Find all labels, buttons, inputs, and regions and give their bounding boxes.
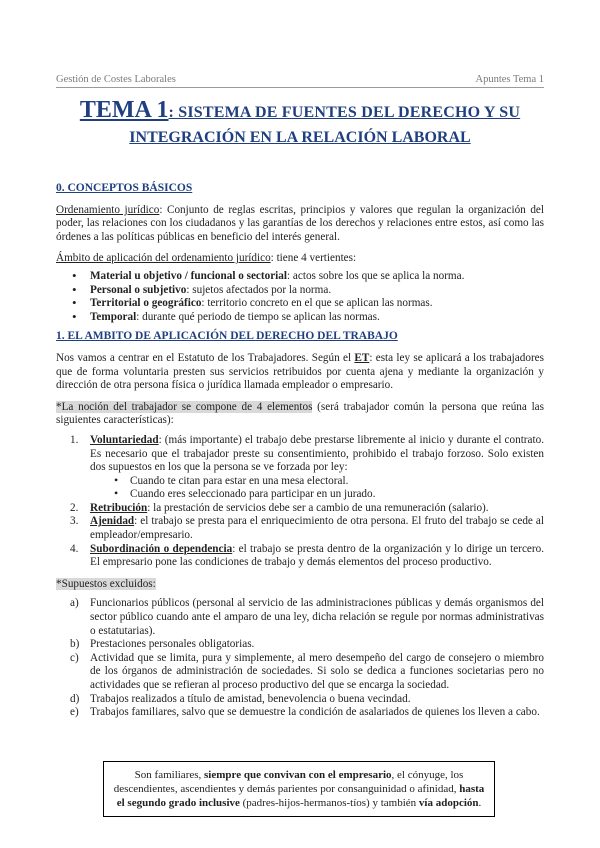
list-item: 4. Subordinación o dependencia: el trabajo se presta dentro de la organización y lo dirige un tercero. El empresario pone las condiciones de trabajo y demás elementos del proceso productivo. <box>70 542 545 569</box>
intro-paragraph: Nos vamos a centrar en el Estatuto de los Trabajadores. Según el ET: esta ley se aplicará a los trabajadores que de forma voluntaria presten sus servicios retribuidos por cuenta ajena y mediante la organización y dirección de otra persona física o jurídica llamada empleador o empresario. <box>56 351 544 392</box>
list-item: 2. Retribución: la prestación de servicios debe ser a cambio de una remuneración (salario). <box>70 501 489 514</box>
list-item: 3. Ajenidad: el trabajo se presta para el enriquecimiento de otra persona. El fruto del trabajo se cede al empleador/empresario. <box>70 515 544 542</box>
nocion-highlight: *La noción del trabajador se compone de 4 elementos <box>56 400 313 413</box>
list-item: • Cuando te citan para estar en una mesa electoral. <box>130 475 544 489</box>
header-divider <box>56 87 544 88</box>
forced-cases-list <box>90 475 544 502</box>
nocion-paragraph: *La noción del trabajador se compone de 4 elementos (será trabajador común la persona que reúna las siguientes características): <box>56 400 544 427</box>
list-item: • Temporal: durante qué periodo de tiempo se aplican las normas. <box>90 311 544 325</box>
ambito-paragraph <box>56 252 544 266</box>
section-0-heading: 0. CONCEPTOS BÁSICOS <box>56 182 193 194</box>
list-item: b) Prestaciones personales obligatorias. <box>70 638 255 651</box>
ambito-label: Ámbito de aplicación del ordenamiento jurídico <box>56 252 271 265</box>
header-course: Gestión de Costes Laborales <box>56 74 176 85</box>
main-content <box>56 182 544 720</box>
list-item: a) Funcionarios públicos (personal al servicio de las administraciones públicas y demás organismos del sector público cuando ante el amparo de una ley, dicha relación se regule por normas administrativas o estatutarias). <box>70 597 544 637</box>
ordenamiento-label: Ordenamiento jurídico <box>56 203 160 216</box>
header-notes: Apuntes Tema 1 <box>475 74 544 85</box>
ordenamiento-text: : Conjunto de reglas escritas, principios y valores que regulan la organización del poder, las relaciones con los ciudadanos y las garantías de los derechos y relaciones entre estos, así como las órdenes a las políticas públicas en beneficio del interés general. <box>56 203 544 243</box>
list-item: d) Trabajos realizados a título de amistad, benevolencia o buena vecindad. <box>70 692 411 705</box>
list-item: • Material u objetivo / funcional o sectorial: actos sobre los que se aplica la norma. <box>90 270 544 284</box>
list-item: • Territorial o geográfico: territorio concreto en el que se aplican las normas. <box>90 297 544 311</box>
title-line1: : SISTEMA DE FUENTES DEL DERECHO Y SU <box>168 104 521 121</box>
title-line2: INTEGRACIÓN EN LA RELACIÓN LABORAL <box>129 129 471 146</box>
list-item: • Cuando eres seleccionado para participar en un jurado. <box>130 488 544 502</box>
section-1-heading: 1. EL AMBITO DE APLICACIÓN DEL DERECHO DEL TRABAJO <box>56 330 398 343</box>
excluidos-label: *Supuestos excluidos: <box>56 577 156 590</box>
page-title <box>56 96 544 149</box>
et-abbrev: ET <box>354 351 370 364</box>
familiares-note-box: Son familiares, siempre que convivan con el empresario, el cónyuge, los descendientes, ascendientes y demás parientes por consanguinidad o afinidad, hasta el segundo grado inclusive (padres-hijos-hermanos-tíos) y también vía adopción. <box>103 761 495 817</box>
page-header <box>56 74 544 85</box>
list-item: • Personal o subjetivo: sujetos afectados por la norma. <box>90 284 544 298</box>
ambito-text: : tiene 4 vertientes: <box>270 252 357 265</box>
list-item: 1. Voluntariedad: (más importante) el trabajo debe prestarse libremente al inicio y durante el contrato. Es necesario que el trabajador preste su consentimiento, prohibido el trabajo forzoso. Solo existen dos supuestos en los que la persona se ve forzada por ley: • Cuando te citan para estar en una mesa electoral. • Cuando eres seleccionado para participar en un jurado. <box>90 434 544 502</box>
list-item: c) Actividad que se limita, pura y simplemente, al mero desempeño del cargo de consejero o miembro de los órganos de administración de sociedades. Si solo se dedica a funciones societarias pero no actividades que se refieran al proceso productivo del que se encarga la sociedad. <box>70 651 544 691</box>
excluidos-list <box>56 597 544 719</box>
title-tema: TEMA 1 <box>79 97 169 123</box>
vertientes-list <box>56 270 544 324</box>
list-item: e) Trabajos familiares, salvo que se demuestre la condición de asalariados de quienes los lleven a cabo. <box>70 706 540 719</box>
ordenamiento-paragraph <box>56 204 544 245</box>
elementos-list <box>56 434 544 570</box>
